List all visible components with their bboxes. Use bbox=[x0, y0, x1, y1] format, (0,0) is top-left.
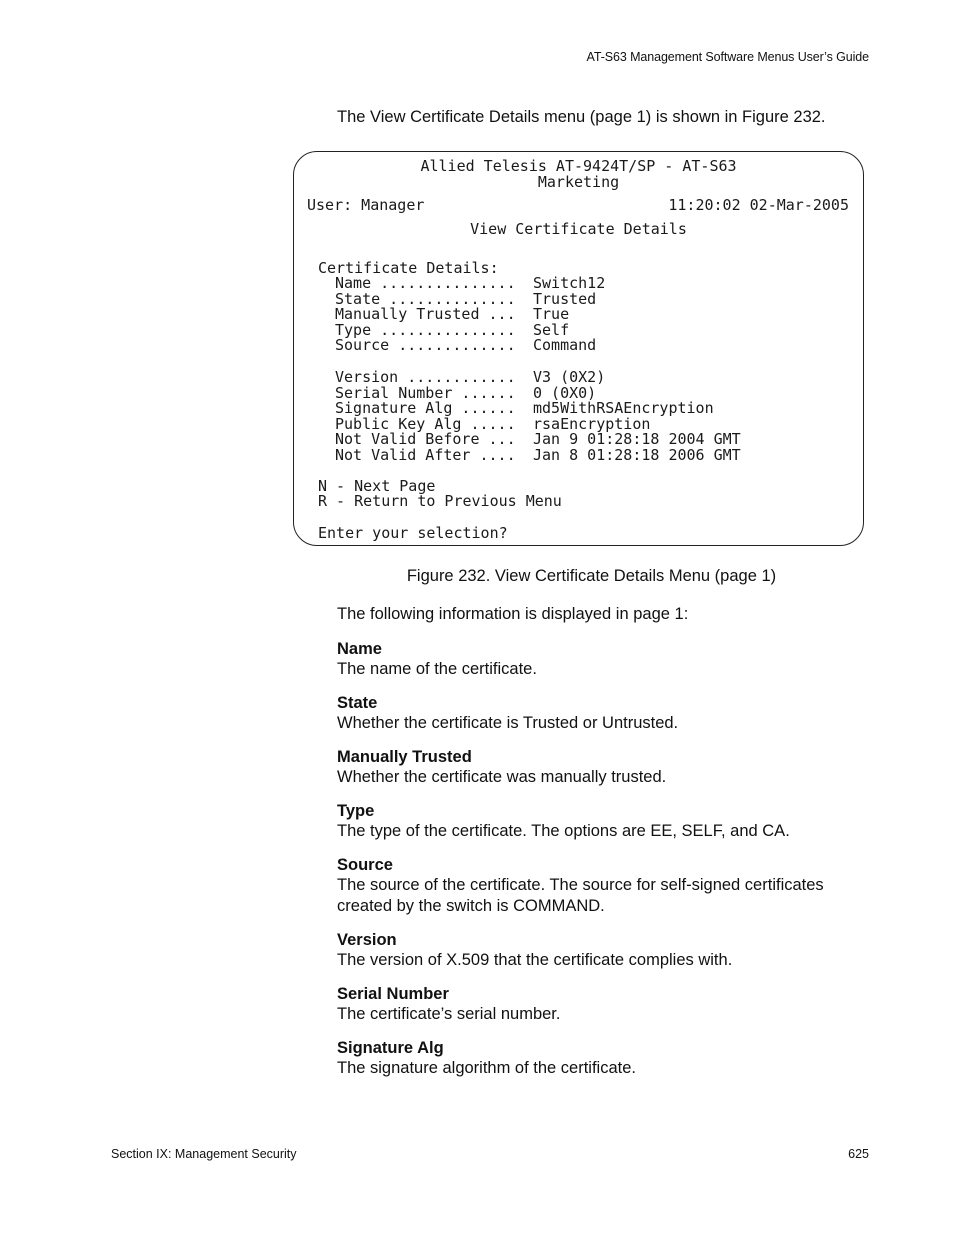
definition-term: Name bbox=[337, 640, 382, 658]
certificate-field-row bbox=[335, 400, 714, 416]
certificate-field-row bbox=[335, 322, 569, 338]
intro-paragraph: The View Certificate Details menu (page 1) is shown in Figure 232. bbox=[337, 108, 826, 126]
certificate-field-value: Trusted bbox=[533, 289, 597, 308]
certificate-field-label: Version ............ bbox=[335, 368, 516, 386]
certificate-field-label: Not Valid After .... bbox=[335, 446, 516, 464]
definition-term: State bbox=[337, 694, 378, 712]
certificate-field-label: Source ............. bbox=[335, 336, 516, 355]
terminal-user: User: Manager bbox=[307, 196, 425, 214]
certificate-field-value: V3 (0X2) bbox=[533, 368, 606, 386]
certificate-field-value: Self bbox=[533, 320, 570, 339]
certificate-field-row bbox=[335, 385, 596, 401]
certificate-field-label: Name ............... bbox=[335, 274, 516, 292]
certificate-details-label: Certificate Details: bbox=[318, 259, 499, 277]
certificate-field-value: Switch12 bbox=[533, 274, 606, 292]
definition-term: Signature Alg bbox=[337, 1039, 444, 1057]
certificate-field-row bbox=[335, 416, 650, 432]
certificate-field-label: Manually Trusted ... bbox=[335, 305, 516, 324]
definition-item bbox=[337, 639, 857, 680]
terminal-title: Allied Telesis AT-9424T/SP - AT-S63 bbox=[420, 157, 737, 175]
menu-option-next-page[interactable]: N - Next Page bbox=[318, 477, 436, 495]
certificate-field-row bbox=[335, 369, 605, 385]
terminal-subtitle: Marketing bbox=[537, 173, 620, 191]
terminal-screen bbox=[293, 151, 864, 546]
certificate-field-label: Signature Alg ...... bbox=[335, 399, 516, 418]
definition-item bbox=[337, 693, 857, 734]
definition-item bbox=[337, 930, 857, 971]
lead-paragraph: The following information is displayed in page 1: bbox=[337, 605, 689, 623]
definition-description: The name of the certificate. bbox=[337, 660, 537, 678]
certificate-field-label: Not Valid Before ... bbox=[335, 430, 516, 449]
definition-item bbox=[337, 801, 857, 842]
certificate-field-row bbox=[335, 275, 605, 291]
terminal-timestamp: 11:20:02 02-Mar-2005 bbox=[668, 196, 849, 214]
certificate-field-row bbox=[335, 447, 741, 463]
definition-item bbox=[337, 747, 857, 788]
definition-term: Serial Number bbox=[337, 985, 449, 1003]
certificate-field-value: True bbox=[533, 305, 570, 324]
definition-term: Source bbox=[337, 856, 393, 874]
definition-description: The certificate’s serial number. bbox=[337, 1005, 561, 1023]
definition-term: Manually Trusted bbox=[337, 748, 472, 766]
certificate-field-value: Jan 8 01:28:18 2006 GMT bbox=[533, 446, 741, 464]
definition-description: The signature algorithm of the certificate. bbox=[337, 1059, 636, 1077]
page-number: 625 bbox=[848, 1147, 869, 1161]
certificate-field-value: rsaEncryption bbox=[533, 414, 651, 433]
menu-option-return[interactable]: R - Return to Previous Menu bbox=[318, 492, 562, 510]
definition-description: Whether the certificate is Trusted or Untrusted. bbox=[337, 714, 679, 732]
certificate-field-label: Serial Number ...... bbox=[335, 383, 516, 402]
definition-description: The source of the certificate. The source for self-signed certificates created by the switch is COMMAND. bbox=[337, 876, 824, 915]
definition-item bbox=[337, 855, 857, 917]
definition-term: Type bbox=[337, 802, 375, 820]
certificate-field-value: Jan 9 01:28:18 2004 GMT bbox=[533, 430, 741, 449]
definition-description: Whether the certificate was manually trusted. bbox=[337, 768, 667, 786]
certificate-field-value: md5WithRSAEncryption bbox=[533, 399, 714, 418]
terminal-menu-title: View Certificate Details bbox=[470, 220, 687, 238]
definition-list bbox=[337, 639, 857, 1092]
certificate-field-value: Command bbox=[533, 336, 597, 355]
definition-description: The type of the certificate. The options are EE, SELF, and CA. bbox=[337, 822, 790, 840]
selection-prompt[interactable]: Enter your selection? bbox=[318, 524, 508, 542]
certificate-field-label: Type ............... bbox=[335, 320, 516, 339]
certificate-field-label: Public Key Alg ..... bbox=[335, 414, 516, 433]
certificate-field-label: State .............. bbox=[335, 289, 516, 308]
certificate-field-value: 0 (0X0) bbox=[533, 383, 597, 402]
definition-description: The version of X.509 that the certificate complies with. bbox=[337, 951, 733, 969]
definition-term: Version bbox=[337, 931, 397, 949]
figure-caption bbox=[0, 567, 954, 586]
certificate-field-row bbox=[335, 291, 596, 307]
definition-item bbox=[337, 1038, 857, 1079]
certificate-field-row bbox=[335, 306, 569, 322]
certificate-field-row bbox=[335, 337, 596, 353]
footer-section: Section IX: Management Security bbox=[111, 1147, 297, 1161]
figure-caption-text: Figure 232. View Certificate Details Menu (page 1) bbox=[406, 567, 777, 585]
certificate-field-row bbox=[335, 431, 741, 447]
definition-item bbox=[337, 984, 857, 1025]
running-header: AT-S63 Management Software Menus User’s Guide bbox=[586, 50, 869, 64]
